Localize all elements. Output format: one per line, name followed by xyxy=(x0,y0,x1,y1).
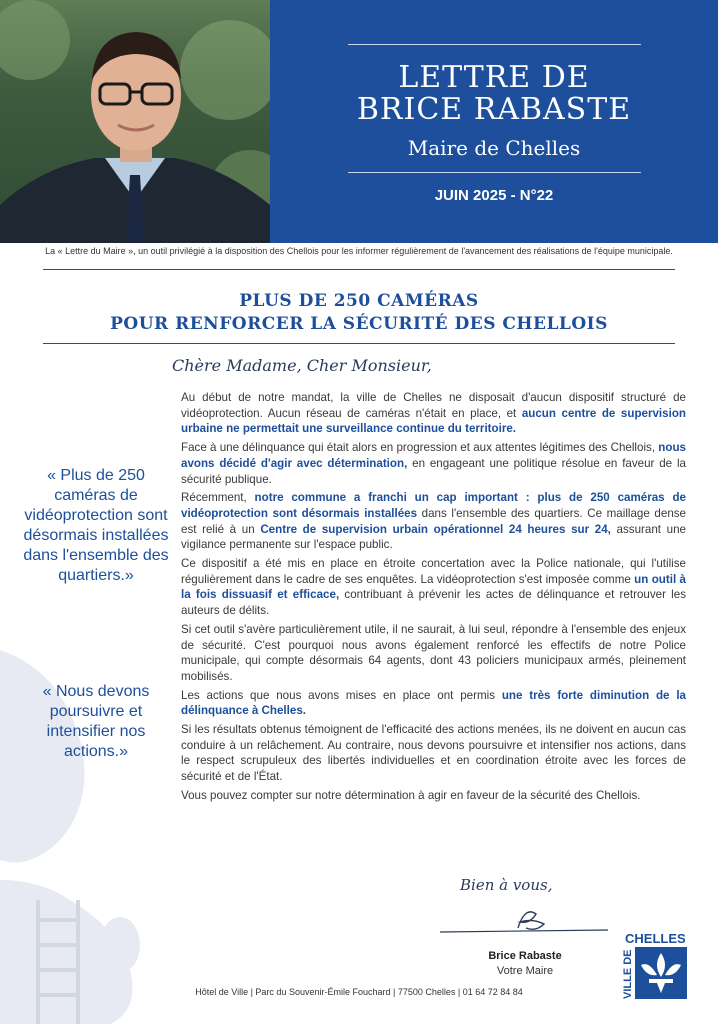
paragraph-6 xyxy=(181,688,686,719)
paragraph-4 xyxy=(181,556,686,619)
p2-text: Face à une délinquance qui était alors en progression et aux attentes légitimes des Chellois, xyxy=(181,441,659,455)
headline-line2: POUR RENFORCER LA SÉCURITÉ DES CHELLOIS xyxy=(110,314,608,334)
p3-bold-2: Centre de supervision urbain opérationnel 24 heures sur 24, xyxy=(260,522,611,536)
signer-name: Brice Rabaste xyxy=(488,950,562,962)
paragraph-3 xyxy=(181,490,686,553)
salutation: Chère Madame, Cher Monsieur, xyxy=(172,356,432,375)
paragraph-2 xyxy=(181,440,686,487)
logo-text-ville-de: VILLE DE xyxy=(622,949,634,999)
banner-rule-top xyxy=(348,44,641,45)
headline-line1: PLUS DE 250 CAMÉRAS xyxy=(239,291,479,311)
p4-text: Ce dispositif a été mis en place en étroite concertation avec la Police nationale, qui l'utilise régulièrement dans le cadre de ses enquêtes. La vidéoprotection s'est imposée comme xyxy=(181,557,686,586)
p3-text-mid: dans l'ensemble des quartiers. Ce maillage dense est relié à un xyxy=(181,506,687,536)
footer-address: Hôtel de Ville | Parc du Souvenir-Émile Fouchard | 77500 Chelles | 01 64 72 84 84 xyxy=(195,987,523,997)
p2-text-end: en engageant une politique résolue en faveur de la sécurité publique. xyxy=(181,456,686,486)
paragraph-1 xyxy=(181,390,686,437)
banner-rule-bottom xyxy=(348,172,641,173)
letter-body xyxy=(181,390,686,807)
signer-role: Votre Maire xyxy=(496,965,554,977)
pull-quote-actions: « Nous devons poursuivre et intensifier nos actions.» xyxy=(42,683,150,760)
p3-text: Récemment, xyxy=(181,491,255,505)
letter-subtitle: Maire de Chelles xyxy=(407,136,581,160)
p1-bold: aucun centre de supervision urbaine ne permettait une surveillance continue du territoire. xyxy=(181,406,686,436)
header xyxy=(0,0,718,243)
letter-title-line1: LETTRE DE xyxy=(398,60,590,95)
paragraph-8: Vous pouvez compter sur notre détermination à agir en faveur de la sécurité des Chellois. xyxy=(181,788,641,802)
p6-text: Les actions que nous avons mises en place ont permis xyxy=(181,688,502,702)
title-banner xyxy=(270,0,718,243)
divider-top xyxy=(43,269,675,270)
p2-bold: nous avons décidé d'agir avec détermination, xyxy=(181,441,686,470)
letter-title-line2: BRICE RABASTE xyxy=(356,92,632,127)
p3-text-end: assurant une vigilance permanente sur l'espace public. xyxy=(181,522,686,552)
mayor-portrait xyxy=(0,0,270,243)
logo-text-chelles: CHELLES xyxy=(625,931,686,946)
intro-text: La « Lettre du Maire », un outil privilégié à la disposition des Chellois pour les informer régulièrement de l'avancement des réalisations de l'équipe municipale. xyxy=(45,246,673,256)
ville-de-chelles-logo xyxy=(619,931,689,1001)
p6-bold: une très forte diminution de la délinquance à Chelles. xyxy=(181,688,686,718)
signature xyxy=(440,902,608,938)
p4-text-end: contribuant à prévenir les actes de délinquance et retrouver les auteurs de délits. xyxy=(181,588,686,618)
paragraph-7: Si les résultats obtenus témoignent de l'efficacité des actions menées, ils ne doivent en aucun cas conduire à un relâchement. Au contraire, nous devons poursuivre et intensifier nos actions, dans le respect scrupuleux des libertés individuelles et en coordination étroite avec les forces de sécurité et de l'État. xyxy=(181,723,686,784)
divider-headline xyxy=(43,343,675,344)
closing: Bien à vous, xyxy=(460,876,553,894)
pull-quote-cameras: « Plus de 250 caméras de vidéoprotection sont désormais installées dans l'ensemble des quartiers.» xyxy=(23,467,169,584)
paragraph-5: Si cet outil s'avère particulièrement utile, il ne saurait, à lui seul, répondre à l'ensemble des enjeux de sécurité. C'est pourquoi nous avons également renforcé les effectifs de notre Police municipale, qui compte désormais 64 agents, dont 43 policiers municipaux armés, pleinement mobilisés. xyxy=(181,622,686,683)
p1-text: Au début de notre mandat, la ville de Chelles ne disposait d'aucun dispositif structuré de vidéoprotection. Aucun réseau de caméras n'était en place, et xyxy=(181,391,686,420)
p3-bold: notre commune a franchi un cap important : plus de 250 caméras de vidéoprotection sont désormais installées xyxy=(181,491,686,520)
headline xyxy=(0,290,718,336)
issue-label: JUIN 2025 - N°22 xyxy=(434,187,554,204)
p4-bold: un outil à la fois dissuasif et efficace, xyxy=(181,572,686,602)
letter-title xyxy=(270,62,718,126)
